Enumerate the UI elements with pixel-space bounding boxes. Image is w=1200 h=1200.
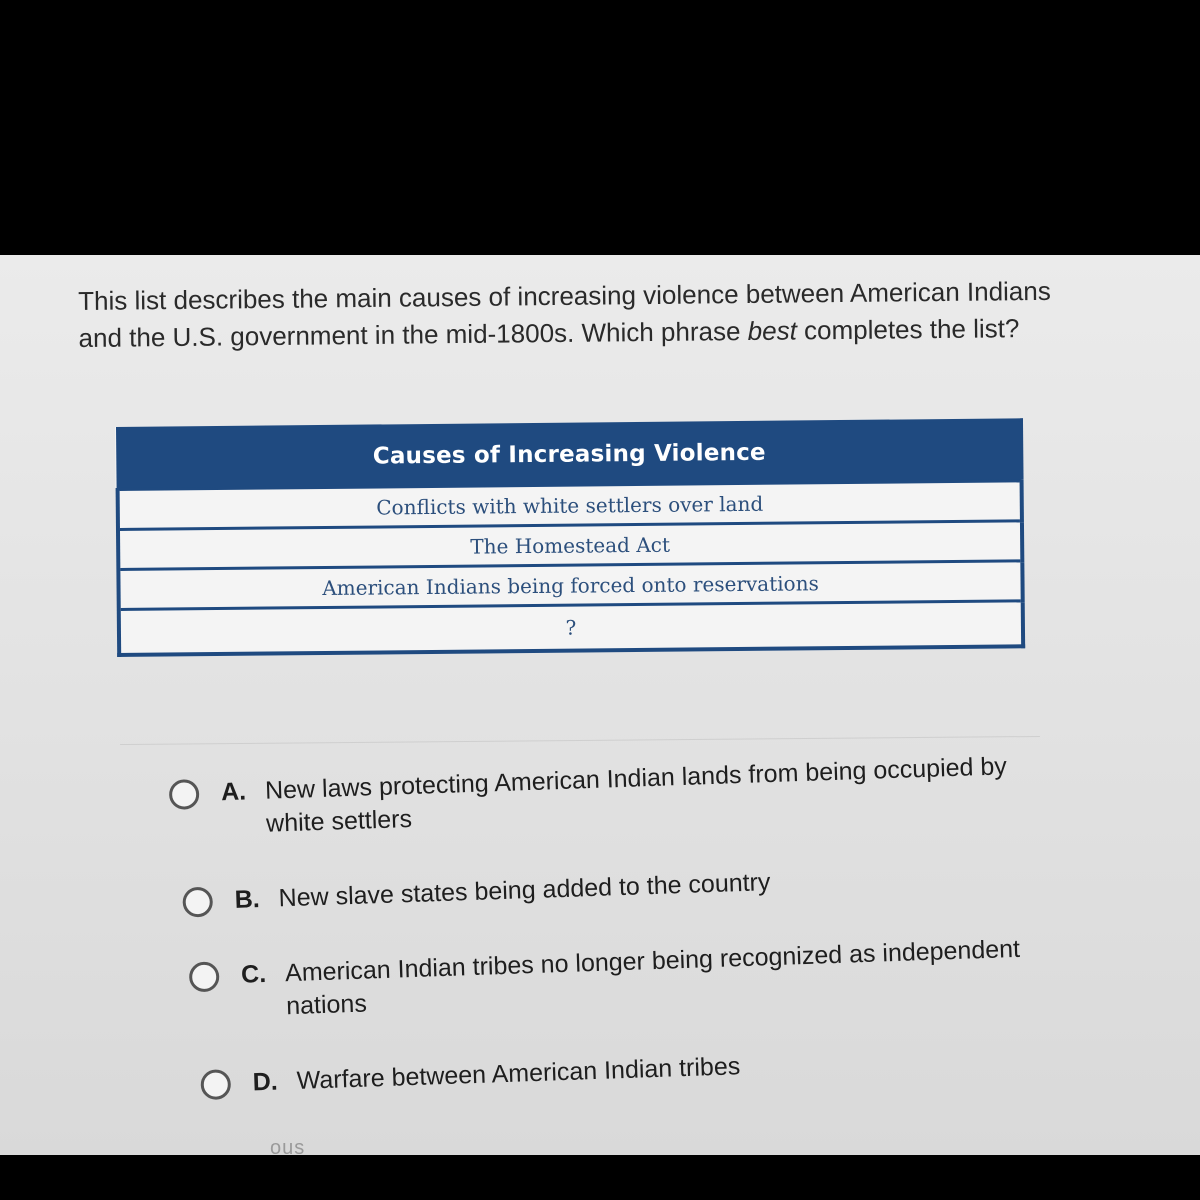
table-cell: American Indians being forced onto reservations <box>118 561 1022 610</box>
table-cell: The Homestead Act <box>118 521 1022 570</box>
radio-button-b[interactable] <box>182 887 213 918</box>
radio-button-a[interactable] <box>169 779 200 810</box>
quiz-screen <box>0 255 1200 1155</box>
question-text-part-2: completes the list? <box>796 313 1020 346</box>
table-row <box>119 601 1023 655</box>
question-emphasis: best <box>747 315 797 346</box>
footer-partial-text: ous <box>270 1137 306 1155</box>
table-header: Causes of Increasing Violence <box>117 420 1022 490</box>
answer-option-b[interactable] <box>182 838 1073 918</box>
answer-text-c: American Indian tribes no longer being recognized as independent nations <box>284 934 1021 1021</box>
answer-option-a[interactable] <box>168 730 1070 844</box>
answer-option-d[interactable] <box>200 1021 1079 1101</box>
question-text <box>78 273 1069 357</box>
causes-table <box>115 418 1025 657</box>
radio-button-d[interactable] <box>200 1069 231 1100</box>
answer-text-a: New laws protecting American Indian lands from being occupied by white settlers <box>264 752 1008 838</box>
answer-letter-d: D. <box>252 1067 279 1097</box>
table-cell-missing: ? <box>119 601 1023 655</box>
table-cell: Conflicts with white settlers over land <box>118 481 1022 530</box>
answer-text-d: Warfare between American Indian tribes <box>296 1052 741 1095</box>
answer-text-b: New slave states being added to the country <box>278 868 771 913</box>
answer-options <box>168 730 1080 1126</box>
radio-button-c[interactable] <box>189 961 220 992</box>
question-text-part-1: This list describes the main causes of increasing violence between American Indians and the U.S. government in the mid-1800s. Which phrase <box>78 275 1051 353</box>
answer-letter-c: C. <box>240 959 267 989</box>
answer-letter-b: B. <box>234 885 261 914</box>
answer-letter-a: A. <box>220 777 247 807</box>
answer-option-c[interactable] <box>188 913 1076 1026</box>
